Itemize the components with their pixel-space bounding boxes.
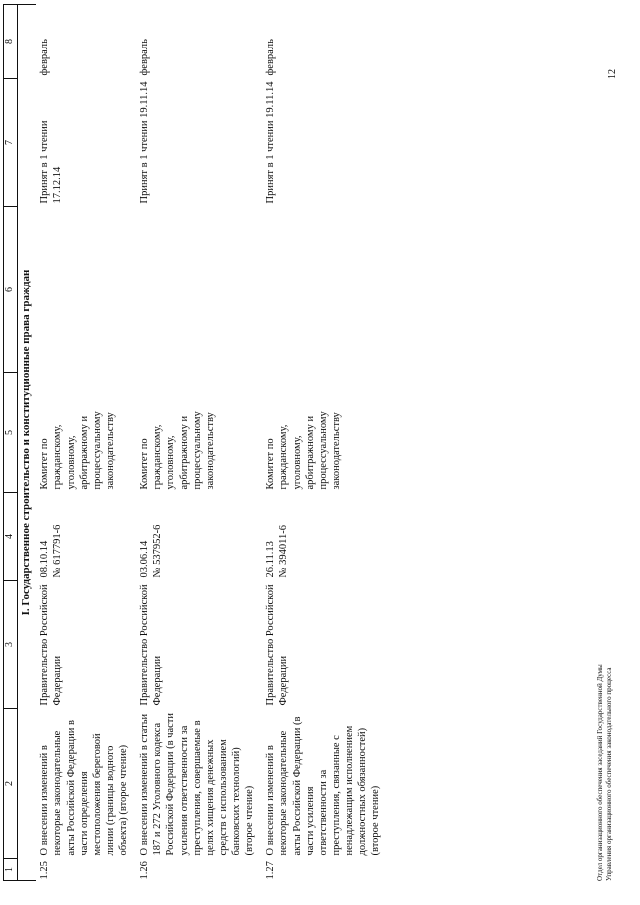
column-6-cell xyxy=(36,207,136,373)
planned-month: февраль xyxy=(139,39,151,76)
section-heading-row xyxy=(17,5,36,881)
footer-note xyxy=(596,664,614,881)
bill-date: 08.10.14 xyxy=(39,540,51,578)
bill-registration xyxy=(136,493,262,581)
column-number: 7 xyxy=(4,79,18,207)
page-number: 12 xyxy=(607,69,618,79)
planned-month: февраль xyxy=(39,39,51,76)
bill-status: Принят в 1 чтении 17.12.14 xyxy=(39,120,64,204)
bill-title: О внесении изменений в статьи 187 и 272 Уголовного кодекса Российской Федерации (в части усиления ответственности за преступления, совершаемые в целях хищения денежных средств с использованием банковских технологий) (второе чтение) xyxy=(139,713,256,856)
column-6-cell xyxy=(262,207,388,373)
responsible-committee: Комитет по гражданскому, уголовному, арбитражному и процессуальному законодательству xyxy=(265,411,342,490)
column-number: 4 xyxy=(4,493,18,581)
section-title: I. Государственное строительство и конституционные права граждан xyxy=(17,5,36,881)
row-number: 1.26 xyxy=(139,861,151,880)
column-number: 1 xyxy=(4,859,18,881)
footer-line: Управления организационного обеспечения законодательного процесса xyxy=(605,667,613,881)
bill-initiator: Правительство Российской Федерации xyxy=(139,584,164,706)
bill-number: № 617791-6 xyxy=(52,524,64,578)
table-row xyxy=(36,5,136,881)
column-number: 8 xyxy=(4,5,18,79)
bill-initiator: Правительство Российской Федерации xyxy=(265,584,290,706)
row-number: 1.27 xyxy=(265,861,277,880)
column-number: 2 xyxy=(4,709,18,859)
table-row xyxy=(136,5,262,881)
bill-status: Принят в 1 чтении 19.11.14 xyxy=(265,81,277,204)
bill-registration xyxy=(262,493,388,581)
table-row xyxy=(262,5,388,881)
column-number: 5 xyxy=(4,373,18,493)
planned-month: февраль xyxy=(265,39,277,76)
responsible-committee: Комитет по гражданскому, уголовному, арбитражному и процессуальному законодательству xyxy=(139,411,216,490)
bill-registration xyxy=(36,493,136,581)
bill-number: № 537952-6 xyxy=(152,524,164,578)
bill-number: № 394011-6 xyxy=(278,525,290,578)
column-number: 3 xyxy=(4,581,18,709)
column-number-row xyxy=(4,5,18,881)
footer-line: Отдел организационного обеспечения заседаний Государственной Думы xyxy=(596,664,604,881)
responsible-committee: Комитет по гражданскому, уголовному, арбитражному и процессуальному законодательству xyxy=(39,411,116,490)
column-6-cell xyxy=(136,207,262,373)
column-number: 6 xyxy=(4,207,18,373)
row-number: 1.25 xyxy=(39,861,51,880)
bill-title: О внесении изменений в некоторые законодательные акты Российской Федерации в части определения местоположения береговой линии (границы водного объекта) (второе чтение) xyxy=(39,720,129,856)
bill-date: 03.06.14 xyxy=(139,540,151,578)
bill-initiator: Правительство Российской Федерации xyxy=(39,584,64,706)
bill-schedule-table xyxy=(3,4,388,881)
bill-date: 26.11.13 xyxy=(265,541,277,578)
bill-title: О внесении изменений в некоторые законодательные акты Российской Федерации (в части усиления ответственности за преступления, связанные с ненадлежащим исполнением должностных обязанностей) (второе чтение) xyxy=(265,716,382,856)
bill-status: Принят в 1 чтении 19.11.14 xyxy=(139,81,151,204)
